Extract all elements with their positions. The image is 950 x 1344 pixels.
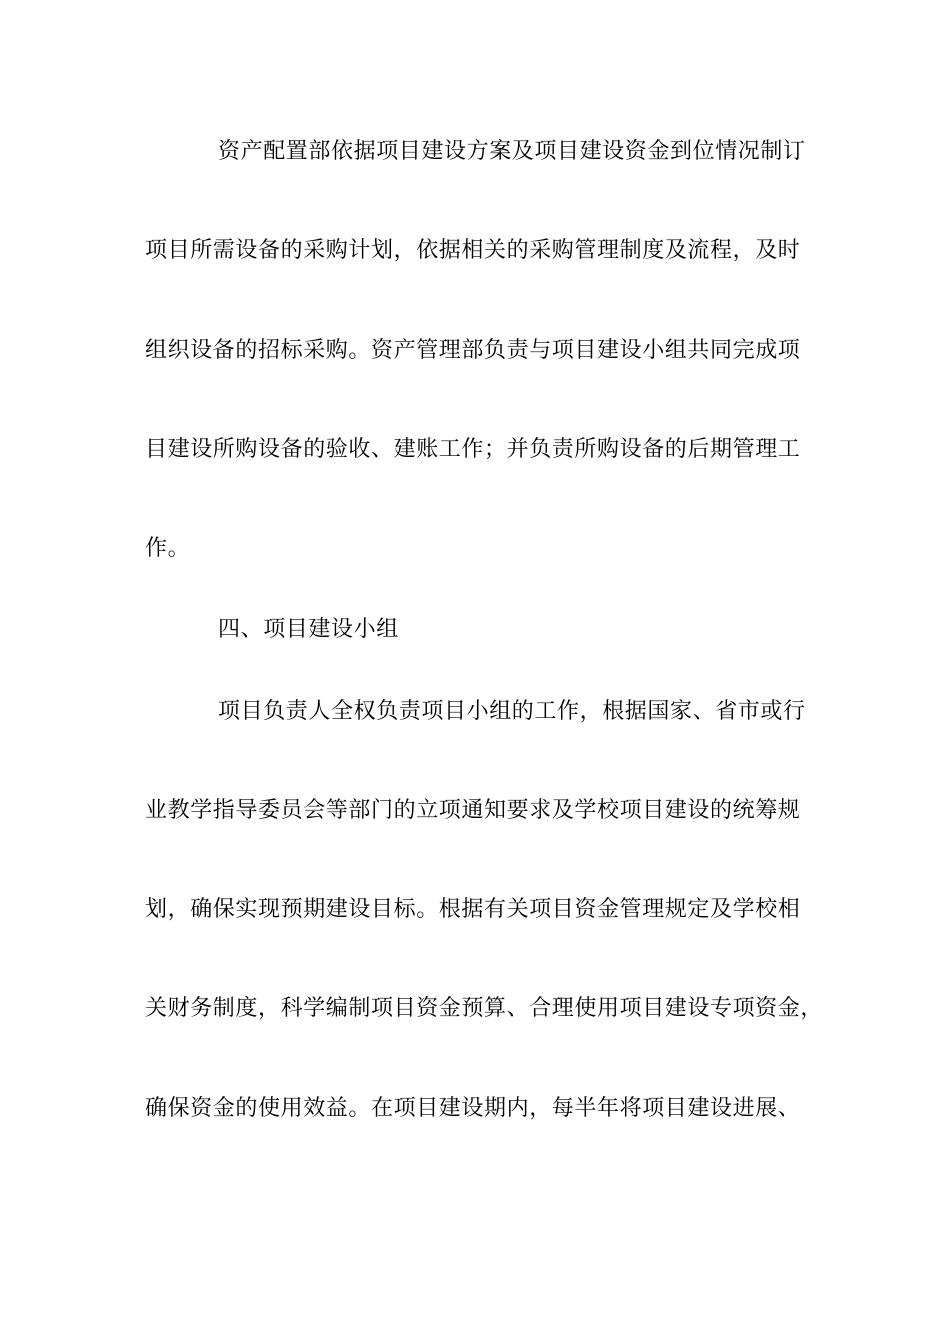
paragraph-1-line-2: 项目所需设备的采购计划，依据相关的采购管理制度及流程，及时: [145, 238, 801, 263]
paragraph-1-line-4: 目建设所购设备的验收、建账工作；并负责所购设备的后期管理工: [145, 437, 801, 462]
paragraph-1-line-1: 资产配置部依据项目建设方案及项目建设资金到位情况制订: [218, 139, 806, 164]
paragraph-2-line-2: 业教学指导委员会等部门的立项通知要求及学校项目建设的统筹规: [145, 798, 801, 823]
paragraph-2-line-5: 确保资金的使用效益。在项目建设期内，每半年将项目建设进展、: [145, 1096, 801, 1121]
paragraph-2-line-3: 划，确保实现预期建设目标。根据有关项目资金管理规定及学校相: [145, 897, 801, 922]
paragraph-1-line-5: 作。: [145, 536, 191, 561]
paragraph-2-line-4: 关财务制度，科学编制项目资金预算、合理使用项目建设专项资金，: [145, 996, 824, 1021]
section-heading: 四、项目建设小组: [218, 617, 399, 642]
paragraph-2-line-1: 项目负责人全权负责项目小组的工作，根据国家、省市或行: [218, 699, 806, 724]
paragraph-1-line-3: 组织设备的招标采购。资产管理部负责与项目建设小组共同完成项: [145, 338, 801, 363]
